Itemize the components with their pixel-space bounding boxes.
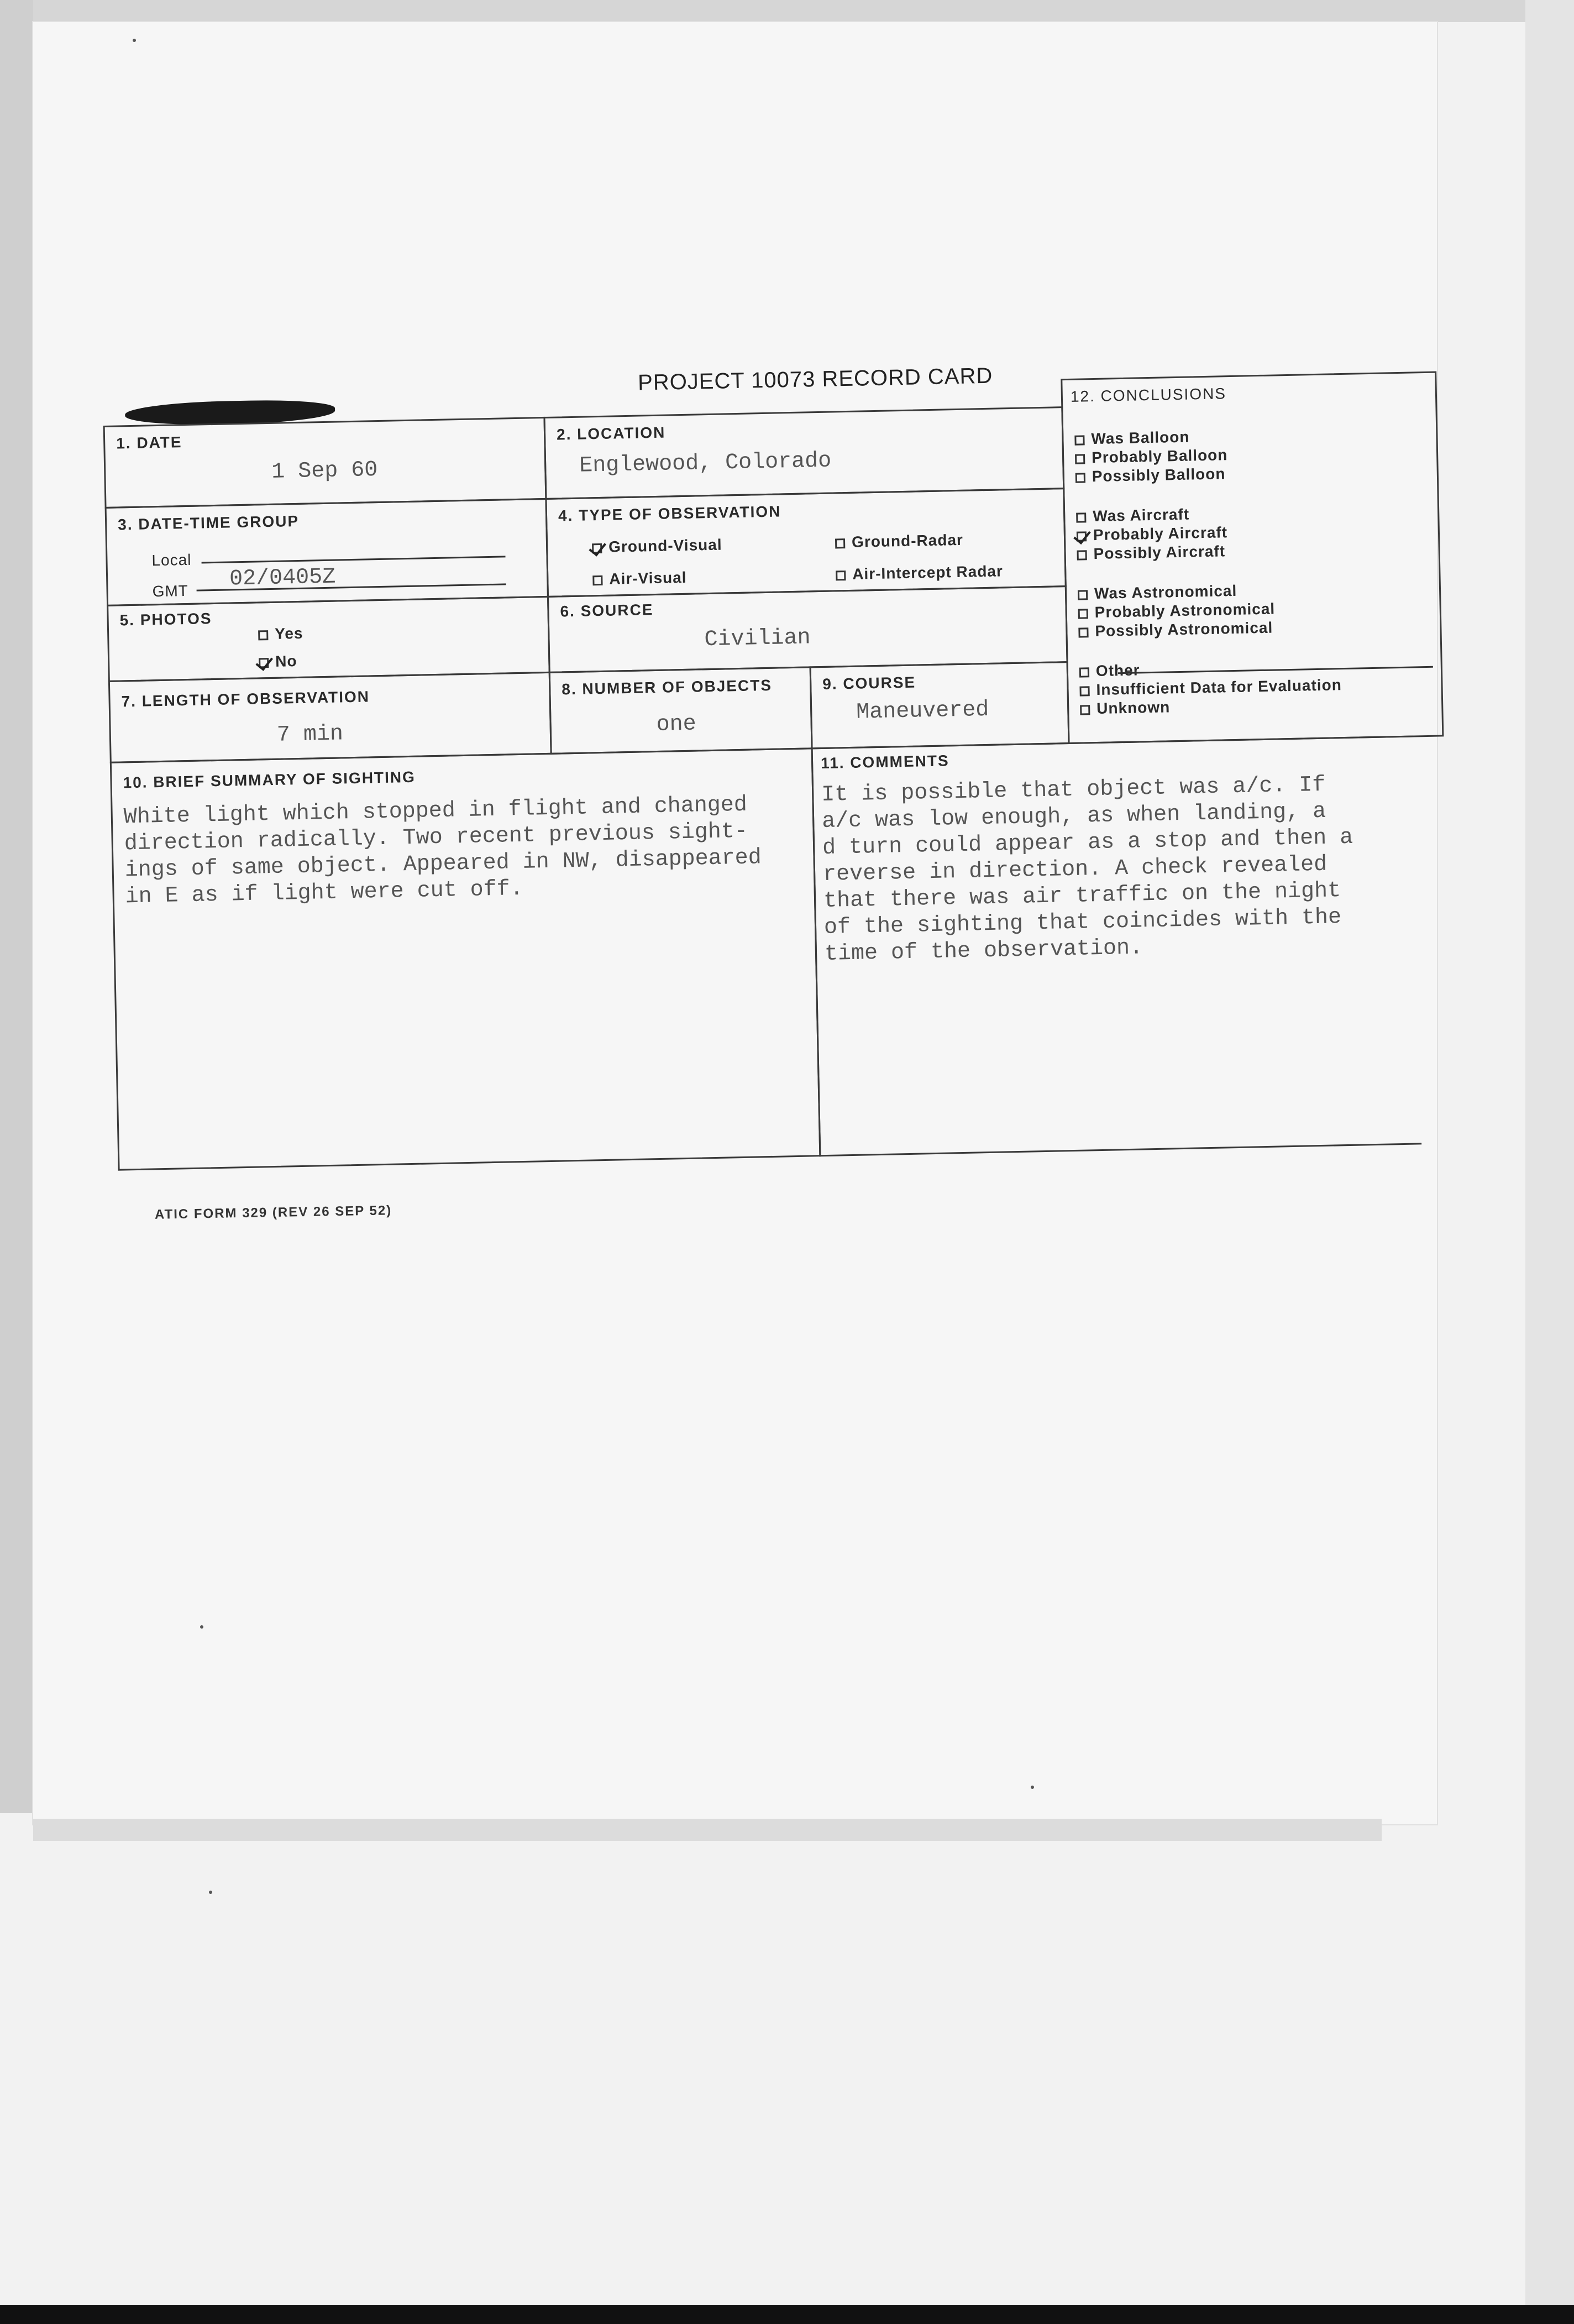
conclusion-group-other xyxy=(1079,657,1342,718)
scan-speck xyxy=(200,1625,203,1629)
checkbox-icon xyxy=(1077,531,1087,541)
conclusion-option: Unknown xyxy=(1096,698,1171,718)
conclusion-option: Possibly Aircraft xyxy=(1093,542,1226,563)
obs-option-ground-radar xyxy=(835,531,963,552)
comments-line: a/c was low enough, as when landing, a xyxy=(821,799,1326,835)
obs-option-label: Ground-Radar xyxy=(851,531,964,551)
conclusions-cell xyxy=(1061,371,1444,745)
course-label: 9. COURSE xyxy=(822,673,916,693)
date-label: 1. DATE xyxy=(116,433,182,452)
location-value: Englewood, Colorado xyxy=(579,448,832,479)
conclusion-option: Probably Aircraft xyxy=(1093,524,1228,544)
scan-speck xyxy=(133,39,136,42)
checkbox-icon xyxy=(836,570,846,580)
summary-line: White light which stopped in flight and changed xyxy=(123,792,748,830)
summary-label: 10. BRIEF SUMMARY OF SIGHTING xyxy=(123,768,416,792)
conclusion-option: Was Balloon xyxy=(1091,428,1190,448)
scan-speck xyxy=(209,1891,212,1894)
conclusion-option: Was Astronomical xyxy=(1094,582,1237,603)
checkbox-icon xyxy=(1077,550,1087,560)
summary-line: in E as if light were cut off. xyxy=(125,876,524,910)
date-value: 1 Sep 60 xyxy=(271,458,378,485)
checkbox-icon xyxy=(835,538,845,548)
obs-option-label: Air-Intercept Radar xyxy=(852,562,1004,583)
photos-label: 5. PHOTOS xyxy=(119,610,212,629)
length-label: 7. LENGTH OF OBSERVATION xyxy=(121,688,370,710)
photos-option-no xyxy=(259,652,297,671)
length-cell xyxy=(108,672,552,763)
checkbox-icon xyxy=(1078,627,1088,637)
conclusion-option: Possibly Astronomical xyxy=(1095,619,1273,640)
obs-option-air-intercept-radar xyxy=(836,562,1003,583)
comments-label: 11. COMMENTS xyxy=(820,752,949,772)
comments-line: d turn could appear as a stop and then a xyxy=(822,825,1353,861)
summary-text xyxy=(123,792,762,910)
scan-speck xyxy=(1031,1786,1034,1789)
scan-border-bottom xyxy=(0,2305,1574,2324)
scan-border-right xyxy=(1525,0,1574,2324)
dtg-cell xyxy=(105,498,549,606)
length-value: 7 min xyxy=(276,721,344,748)
checkbox-icon xyxy=(1075,454,1085,464)
observation-type-cell xyxy=(545,488,1066,598)
source-label: 6. SOURCE xyxy=(560,601,654,620)
conclusion-option: Possibly Balloon xyxy=(1092,465,1226,485)
form-id: ATIC FORM 329 (REV 26 SEP 52) xyxy=(154,1203,392,1222)
dtg-gmt-value: 02/0405Z xyxy=(229,564,336,592)
comments-line: of the sighting that coincides with the xyxy=(823,905,1342,940)
checkbox-icon xyxy=(1074,435,1084,445)
summary-line: ings of same object. Appeared in NW, disappeared xyxy=(124,845,762,883)
conclusion-option: Was Aircraft xyxy=(1092,505,1190,525)
comments-cell xyxy=(811,736,1422,1157)
checkbox-icon xyxy=(259,658,269,668)
summary-line: direction radically. Two recent previous sight- xyxy=(124,819,748,857)
dtg-label: 3. DATE-TIME GROUP xyxy=(117,512,300,533)
sheet-shadow xyxy=(33,1819,1382,1841)
checkbox-icon xyxy=(1080,705,1090,715)
conclusion-option: Probably Astronomical xyxy=(1094,600,1276,621)
dtg-local-label: Local xyxy=(151,551,192,569)
location-label: 2. LOCATION xyxy=(556,423,666,443)
summary-cell xyxy=(110,747,821,1170)
obs-option-ground-visual xyxy=(592,536,722,557)
obs-option-air-visual xyxy=(592,569,687,588)
date-cell xyxy=(103,417,547,509)
record-card xyxy=(102,354,1456,1210)
checkbox-icon xyxy=(1079,667,1089,677)
source-value: Civilian xyxy=(704,625,811,653)
comments-line: reverse in direction. A check revealed xyxy=(822,852,1328,888)
photos-option-yes xyxy=(258,625,303,643)
objects-cell xyxy=(549,666,813,755)
conclusion-group-balloon xyxy=(1074,427,1228,486)
observation-type-label: 4. TYPE OF OBSERVATION xyxy=(558,503,781,525)
dtg-local-line xyxy=(202,556,506,563)
scan-border-top xyxy=(0,0,1574,22)
dtg-gmt-label: GMT xyxy=(152,582,189,600)
obs-option-label: Ground-Visual xyxy=(608,536,722,556)
location-cell xyxy=(543,406,1064,500)
conclusion-option: Other xyxy=(1095,661,1140,680)
conclusion-group-aircraft xyxy=(1076,504,1228,563)
course-cell xyxy=(810,661,1070,749)
objects-label: 8. NUMBER OF OBJECTS xyxy=(562,676,773,698)
conclusion-option: Insufficient Data for Evaluation xyxy=(1096,676,1342,699)
obs-option-label: Air-Visual xyxy=(609,568,687,588)
objects-value: one xyxy=(656,711,697,737)
photos-option-label: Yes xyxy=(274,624,303,642)
checkbox-icon xyxy=(1079,686,1089,696)
comments-text xyxy=(821,772,1356,968)
conclusions-label: 12. CONCLUSIONS xyxy=(1070,385,1227,405)
checkbox-icon xyxy=(1078,609,1088,619)
checkbox-icon xyxy=(592,575,602,585)
checkbox-icon xyxy=(1075,473,1085,483)
checkbox-icon xyxy=(1076,512,1086,522)
comments-line: It is possible that object was a/c. If xyxy=(821,772,1326,808)
conclusion-group-astronomical xyxy=(1078,581,1276,641)
photos-option-label: No xyxy=(275,652,297,670)
scan-border-left xyxy=(0,0,33,1813)
comments-line: time of the observation. xyxy=(824,935,1143,967)
photos-cell xyxy=(107,596,550,682)
conclusion-option: Probably Balloon xyxy=(1091,446,1228,467)
checkbox-icon xyxy=(1078,590,1088,600)
source-cell xyxy=(547,585,1068,673)
comments-line: that there was air traffic on the night xyxy=(823,878,1341,914)
checkbox-icon xyxy=(258,630,268,640)
checkbox-icon xyxy=(592,543,602,553)
course-value: Maneuvered xyxy=(856,697,989,725)
card-title: PROJECT 10073 RECORD CARD xyxy=(637,363,993,395)
